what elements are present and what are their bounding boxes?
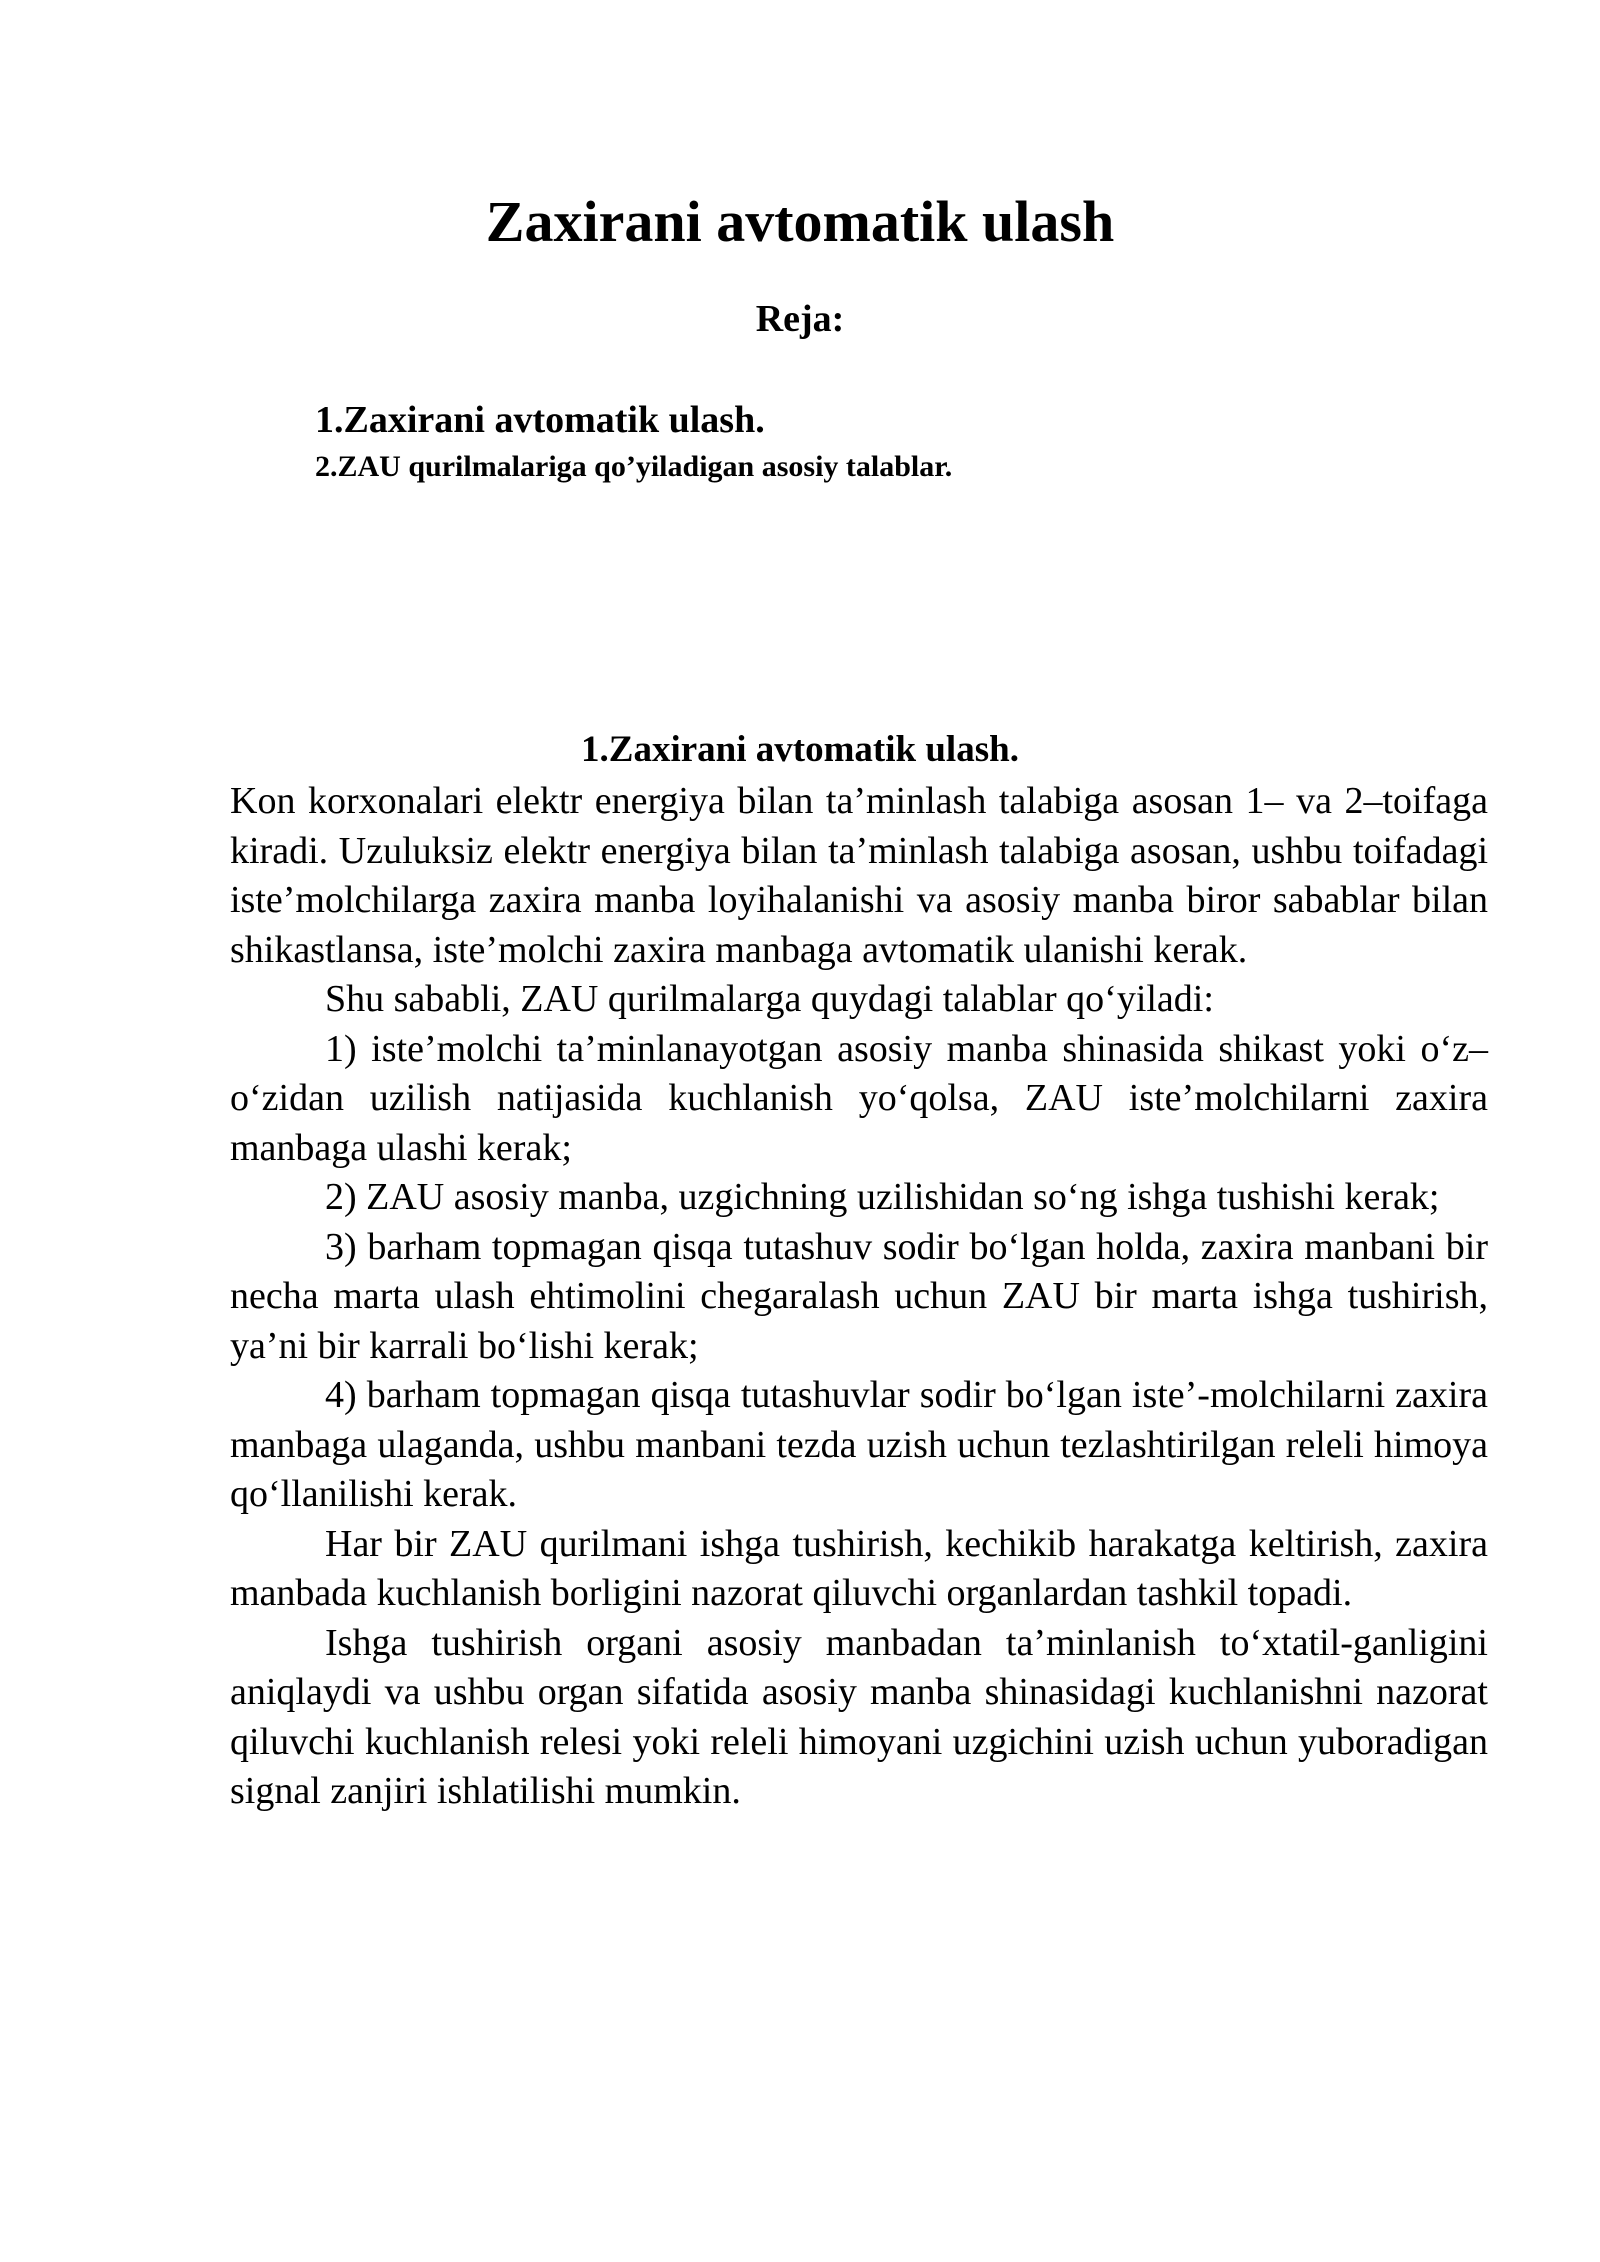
plan-item: 2.ZAU qurilmalariga qo’yiladigan asosiy talablar. bbox=[315, 450, 953, 483]
document-title: Zaxirani avtomatik ulash bbox=[485, 189, 1115, 254]
paragraph-start-organ: Ishga tushirish organi asosiy manbadan ta’minlanish to‘xtatil-ganligini aniqlaydi va ushbu organ sifatida asosiy manba shinasidagi kuchlanishni nazorat qiluvchi kuchlanish relesi yoki releli himoyani uzgichini uzish uchun yuboradigan signal zanjiri ishlatilishi mumkin. bbox=[230, 1621, 1488, 1812]
section-heading: 1.Zaxirani avtomatik ulash. bbox=[581, 729, 1019, 770]
paragraph-intro: Kon korxonalari elektr energiya bilan ta’minlash talabiga asosan 1– va 2–toifaga kiradi. Uzuluksiz elektr energiya bilan ta’minlash talabiga asosan, ushbu toifadagi iste’molchilarga zaxira manba loyihalanishi va asosiy manba biror sabablar bilan shikastlansa, iste’molchi zaxira manbaga avtomatik ulanishi kerak. bbox=[230, 780, 1488, 971]
plan-label: Reja: bbox=[755, 298, 845, 340]
plan-item: 1.Zaxirani avtomatik ulash. bbox=[315, 399, 765, 441]
plan-list bbox=[315, 395, 952, 489]
requirement-item-4: 4) barham topmagan qisqa tutashuvlar sodir bo‘lgan iste’-molchilarni zaxira manbaga ulaganda, ushbu manbani tezda uzish uchun tezlashtirilgan releli himoya qo‘llanilishi kerak. bbox=[230, 1374, 1488, 1515]
body-text bbox=[230, 777, 1488, 1817]
requirement-item-1: 1) iste’molchi ta’minlanayotgan asosiy manba shinasida shikast yoki o‘z–o‘zidan uzilish natijasida kuchlanish yo‘qolsa, ZAU iste’molchilarni zaxira manbaga ulashi kerak; bbox=[230, 1027, 1488, 1169]
paragraph-components: Har bir ZAU qurilmani ishga tushirish, kechikib harakatga keltirish, zaxira manbada kuchlanish borligini nazorat qiluvchi organlardan tashkil topadi. bbox=[230, 1522, 1488, 1614]
requirement-item-2: 2) ZAU asosiy manba, uzgichning uzilishidan so‘ng ishga tushishi kerak; bbox=[325, 1176, 1440, 1218]
requirement-item-3: 3) barham topmagan qisqa tutashuv sodir bo‘lgan holda, zaxira manbani bir necha marta ulash ehtimolini chegaralash uchun ZAU bir marta ishga tushirish, ya’ni bir karrali bo‘lishi kerak; bbox=[230, 1225, 1488, 1367]
paragraph-requirements-intro: Shu sababli, ZAU qurilmalarga quydagi talablar qo‘yiladi: bbox=[325, 978, 1214, 1020]
